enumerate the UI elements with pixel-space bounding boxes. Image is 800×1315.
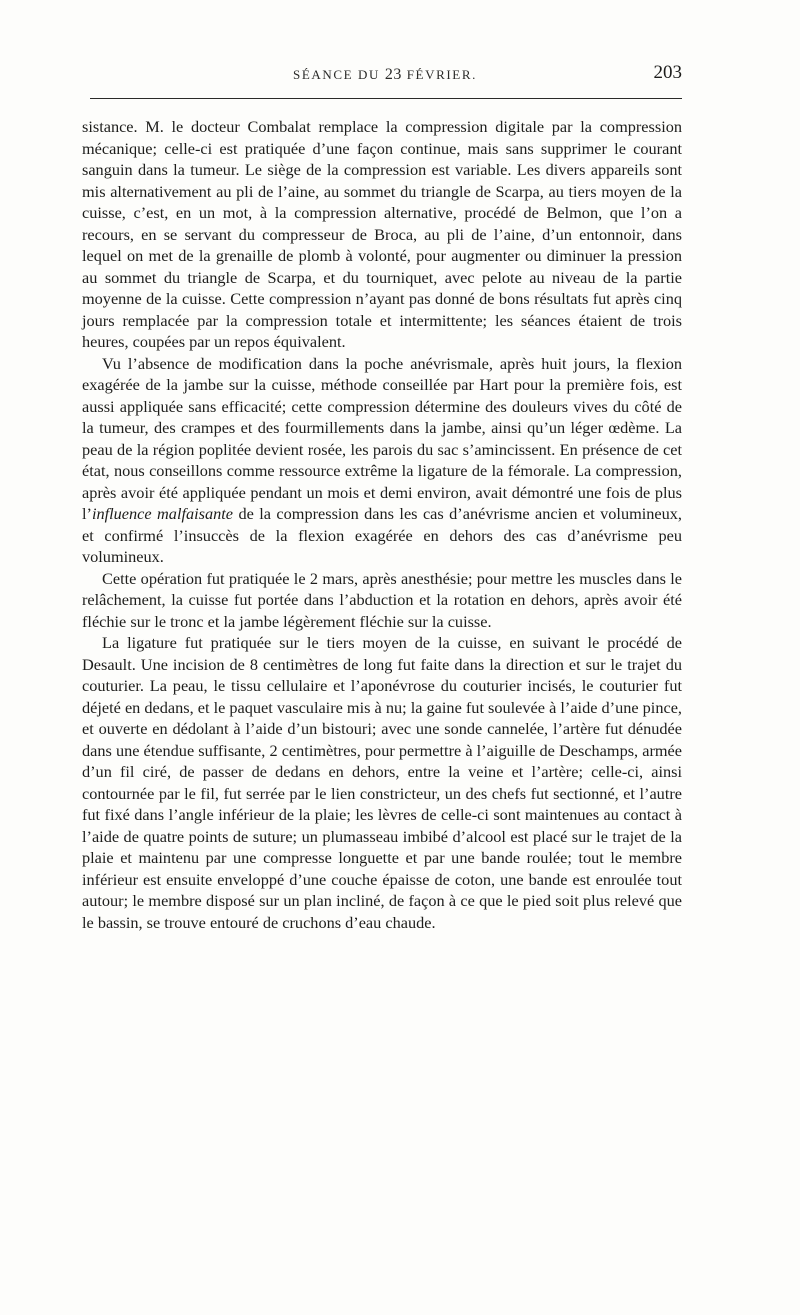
paragraph-flexion-failure: [82, 353, 682, 568]
paragraph-operation: Cette opération fut pratiquée le 2 mars, après anesthésie; pour mettre les muscles dans le relâchement, la cuisse fut portée dans l’abduction et la rotation en dehors, après avoir été fléchie sur le tronc et la jambe légèrement fléchie sur la cuisse.: [82, 568, 682, 631]
paragraph-flexion-text-before: Vu l’absence de modification dans la poche anévrismale, après huit jours, la flexion exagérée de la jambe sur la cuisse, méthode conseillée par Hart pour la première fois, est aussi appliquée sans efficacité; cette compression détermine des douleurs vives du côté de la tumeur, des crampes et des fourmillements dans la jambe, ainsi qu’un léger œdème. La peau de la région poplitée devient rosée, les parois du sac s’amincissent. En présence de cet état, nous conseillons comme ressource extrême la ligature de la fémorale. La compression, après avoir été appliquée pendant un mois et demi environ, avait démontré une fois de plus l’: [82, 353, 682, 523]
paragraph-compression-methods: sistance. M. le docteur Combalat remplace la compression digitale par la compression mécanique; celle-ci est pratiquée d’une façon continue, mais sans supprimer le courant sanguin dans la tumeur. Le siège de la compression est variable. Les divers appareils sont mis alternativement au pli de l’aine, au sommet du triangle de Scarpa, au tiers moyen de la cuisse, c’est, en un mot, à la compression alternative, procédé de Belmon, que l’on a recours, en se servant du compresseur de Broca, au pli de l’aine, d’un entonnoir, dans lequel on met de la grenaille de plomb à volonté, pour augmenter ou diminuer la pression au sommet du triangle de Scarpa, et du tourniquet, avec pelote au niveau de la partie moyenne de la cuisse. Cette compression n’ayant pas donné de bons résultats fut après cinq jours remplacée par la compression totale et intermittente; les séances étaient de trois heures, coupées par un repos équivalent.: [82, 117, 682, 351]
body-text: [82, 116, 682, 933]
running-head: [88, 60, 682, 90]
running-title-part-b: FÉVRIER.: [401, 67, 477, 82]
running-title: [88, 66, 682, 84]
page-number: 203: [653, 62, 682, 83]
italic-phrase: influence malfaisante: [91, 504, 234, 523]
running-title-date: 23: [384, 66, 402, 83]
paragraph-ligature-procedure: La ligature fut pratiquée sur le tiers moyen de la cuisse, en suivant le procédé de Desault. Une incision de 8 centimètres de long fut faite dans la direction et sur le trajet du couturier. La peau, le tissu cellulaire et l’aponévrose du couturier incisés, le couturier fut déjeté en dedans, et le paquet vasculaire mis à nu; la gaine fut soulevée à l’aide d’une pince, et ouverte en dédolant à l’aide d’un bistouri; avec une sonde cannelée, l’artère fut dénudée dans une étendue suffisante, 2 centimètres, pour permettre à l’aiguille de Deschamps, armée d’un fil ciré, de passer de dedans en dehors, entre la veine et l’artère; celle-ci, ainsi contournée par le fil, fut serrée par le lien constricteur, un des chefs fut sectionné, et l’autre fut fixé dans l’angle inférieur de la plaie; les lèvres de celle-ci sont maintenues au contact à l’aide de quatre points de suture; un plumasseau imbibé d’alcool est placé sur le trajet de la plaie et maintenu par une compresse longuette et par une bande roulée; tout le membre inférieur est ensuite enveloppé d’une couche épaisse de coton, une bande est enroulée tout autour; le membre disposé sur un plan incliné, de façon à ce que le pied soit plus relevé que le bassin, se trouve entouré de cruchons d’eau chaude.: [82, 633, 682, 932]
running-title-part-a: SÉANCE DU: [293, 67, 385, 82]
paragraph-flexion-text-after: de la compression dans les cas d’anévrisme ancien et volumineux, et confirmé l’insuccès de la flexion exagérée en dehors des cas d’anévrisme peu volumineux.: [82, 504, 682, 566]
header-rule: [90, 98, 682, 99]
